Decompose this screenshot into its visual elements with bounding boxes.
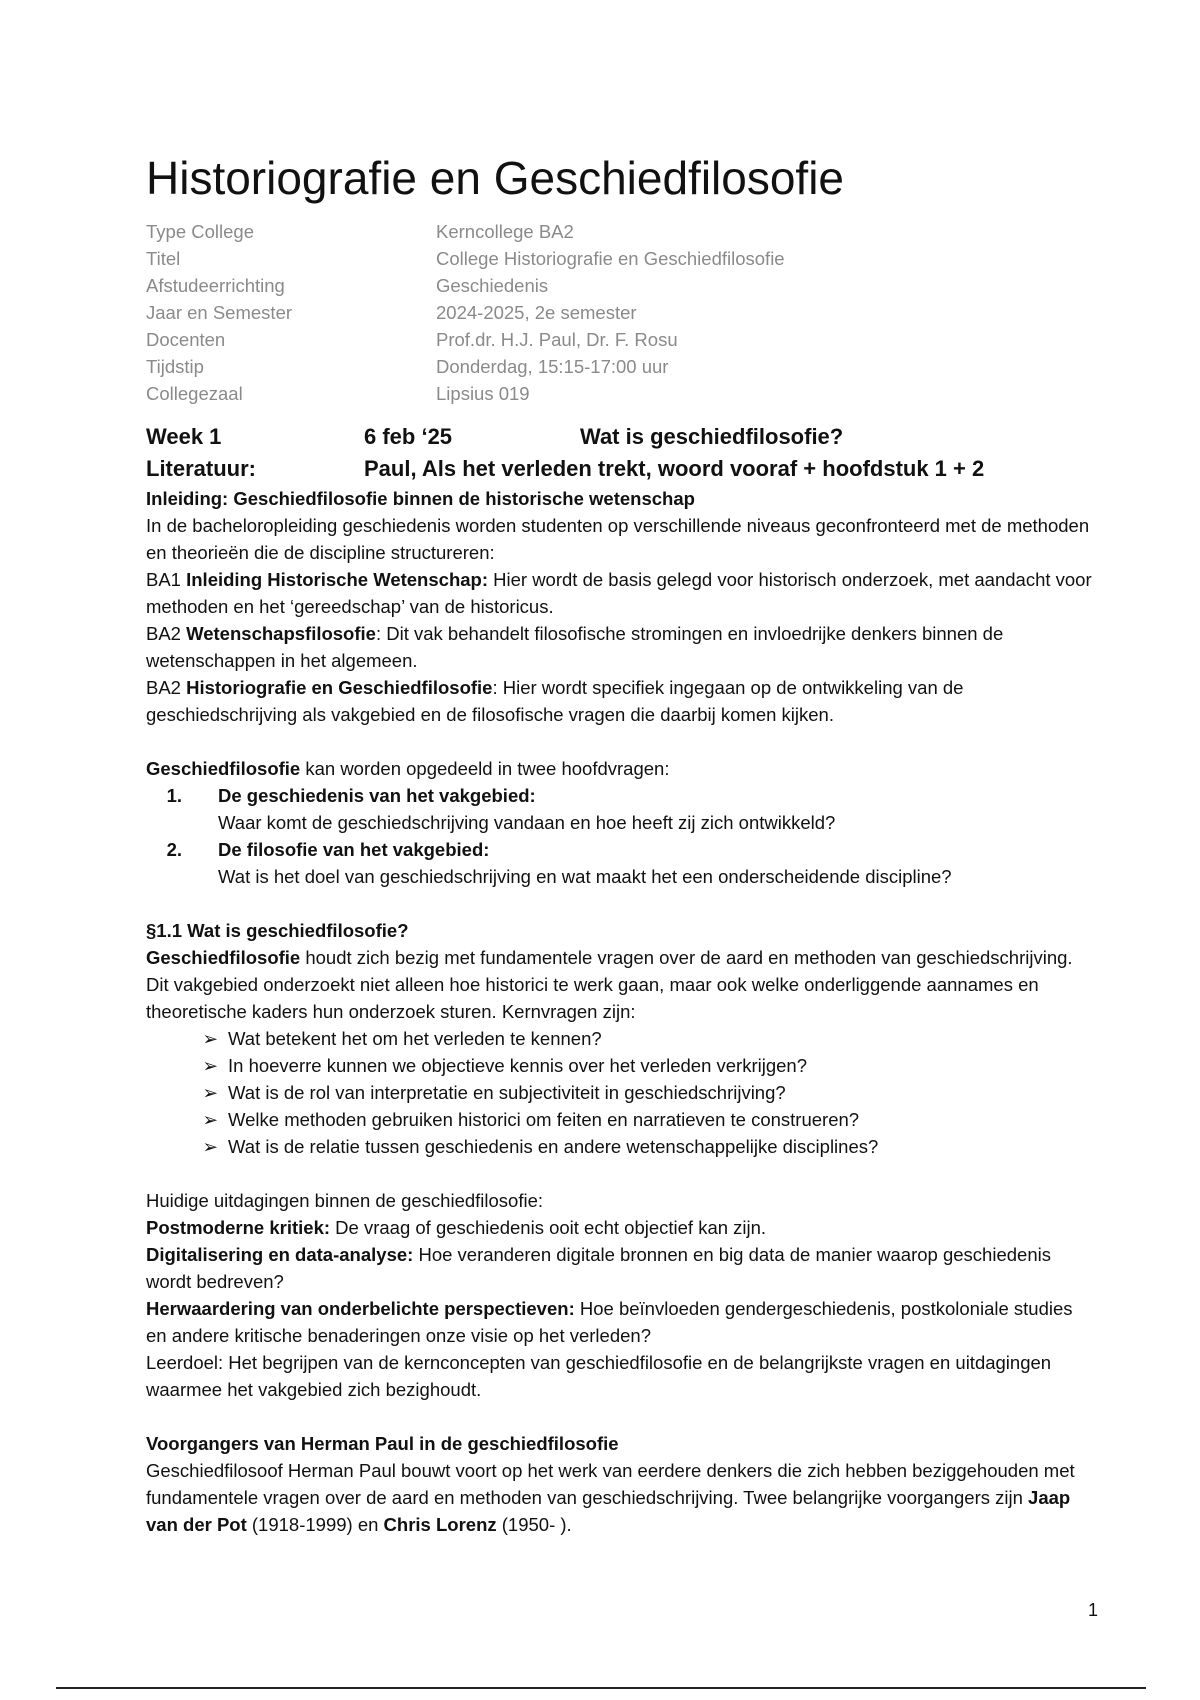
person-name: Chris Lorenz (383, 1514, 497, 1535)
person-years: (1918-1999) en (246, 1514, 384, 1535)
meta-value: Lipsius 019 (436, 383, 530, 404)
meta-label: Jaar en Semester (146, 302, 293, 323)
core-questions-list (146, 1025, 1096, 1160)
meta-row (146, 326, 1096, 353)
footer-divider (56, 1687, 1146, 1689)
meta-value: 2024-2025, 2e semester (436, 302, 637, 323)
course-text: : Hier wordt specifiek ingegaan op de ontwikkeling van de geschiedschrijving als vakgebied en de filosofische vragen die daarbij komen kijken. (146, 677, 964, 725)
challenge-text: Hoe beïnvloeden gendergeschiedenis, postkoloniale studies en andere kritische benaderingen onze visie op het verleden? (146, 1298, 1073, 1346)
literature-text: Paul, Als het verleden trekt, woord vooraf + hoofdstuk 1 + 2 (364, 456, 985, 481)
main-questions-lead (146, 755, 1096, 782)
course-line (146, 674, 1096, 728)
meta-label: Type College (146, 221, 254, 242)
meta-row (146, 380, 1096, 407)
document-body (146, 485, 1096, 1538)
person-name: Jaap van der Pot (146, 1487, 1071, 1535)
lead-text: kan worden opgedeeld in twee hoofdvragen: (300, 758, 670, 779)
arrow-bullet-icon: ➢ (202, 1136, 218, 1157)
intro-heading: Inleiding: Geschiedfilosofie binnen de historische wetenschap (146, 488, 695, 509)
predecessors-text: Geschiedfilosoof Herman Paul bouwt voort op het werk van eerdere denkers die zich hebben beziggehouden met fundamentele vragen over de aard en methoden van geschiedschrijving. Twee belangrijke voorgangers zijn (146, 1460, 1075, 1508)
meta-value: Donderdag, 15:15-17:00 uur (436, 356, 669, 377)
meta-value: Kerncollege BA2 (436, 221, 574, 242)
list-item-text: Waar komt de geschiedschrijving vandaan en hoe heeft zij zich ontwikkeld? (218, 812, 836, 833)
arrow-bullet-icon: ➢ (202, 1082, 218, 1103)
meta-label: Titel (146, 248, 181, 269)
course-name: Inleiding Historische Wetenschap: (186, 569, 488, 590)
list-item (146, 1106, 1096, 1133)
course-level: BA1 (146, 569, 187, 590)
meta-row (146, 299, 1096, 326)
list-number: 2. (166, 839, 182, 860)
literature-heading (146, 453, 1096, 485)
meta-label: Tijdstip (146, 356, 204, 377)
list-item-title: De filosofie van het vakgebied: (218, 839, 490, 860)
week-label: Week 1 (146, 424, 222, 449)
course-text: Hier wordt de basis gelegd voor historisch onderzoek, met aandacht voor methoden en het ‘gereedschap’ van de historicus. (146, 569, 1092, 617)
week-date: 6 feb ‘25 (364, 424, 453, 449)
list-item-title: De geschiedenis van het vakgebied: (218, 785, 536, 806)
document-title: Historiografie en Geschiedfilosofie (146, 152, 845, 204)
list-item (146, 836, 1096, 890)
learning-goal: Leerdoel: Het begrijpen van de kernconcepten van geschiedfilosofie en de belangrijkste vragen en uitdagingen waarmee het vakgebied zich bezighoudt. (146, 1352, 1052, 1400)
list-item (146, 782, 1096, 836)
challenge-text: Hoe veranderen digitale bronnen en big data de manier waarop geschiedenis wordt bedreven? (146, 1244, 1051, 1292)
challenge-item (146, 1295, 1096, 1349)
list-item-text: Wat betekent het om het verleden te kennen? (228, 1028, 602, 1049)
week-heading (146, 421, 1096, 453)
person-years: (1950- ). (496, 1514, 572, 1535)
course-line (146, 620, 1096, 674)
intro-paragraph: In de bacheloropleiding geschiedenis worden studenten op verschillende niveaus geconfronteerd met de methoden en theorieën die de discipline structureren: (146, 515, 1090, 563)
list-item-text: Wat is de rol van interpretatie en subjectiviteit in geschiedschrijving? (228, 1082, 786, 1103)
arrow-bullet-icon: ➢ (202, 1028, 218, 1049)
meta-row (146, 353, 1096, 380)
challenge-text: De vraag of geschiedenis ooit echt objectief kan zijn. (330, 1217, 767, 1238)
list-item-text: Wat is de relatie tussen geschiedenis en andere wetenschappelijke disciplines? (228, 1136, 879, 1157)
list-number: 1. (166, 785, 182, 806)
course-level: BA2 (146, 623, 187, 644)
challenge-item (146, 1241, 1096, 1295)
meta-label: Collegezaal (146, 383, 243, 404)
lead-bold: Geschiedfilosofie (146, 758, 301, 779)
meta-value: Prof.dr. H.J. Paul, Dr. F. Rosu (436, 329, 678, 350)
challenges-intro: Huidige uitdagingen binnen de geschiedfilosofie: (146, 1190, 544, 1211)
course-name: Wetenschapsfilosofie (186, 623, 376, 644)
section-paragraph (146, 944, 1096, 1025)
lead-bold: Geschiedfilosofie (146, 947, 301, 968)
list-item-text: Welke methoden gebruiken historici om feiten en narratieven te construeren? (228, 1109, 860, 1130)
arrow-bullet-icon: ➢ (202, 1055, 218, 1076)
list-item (146, 1133, 1096, 1160)
meta-label: Afstudeerrichting (146, 275, 285, 296)
meta-row (146, 218, 1096, 245)
challenge-item (146, 1214, 1096, 1241)
meta-row (146, 272, 1096, 299)
page-number: 1 (1088, 1600, 1099, 1620)
section-text: houdt zich bezig met fundamentele vragen over de aard en methoden van geschiedschrijving. Dit vakgebied onderzoekt niet alleen hoe historici te werk gaan, maar ook welke onderliggende aannames en theoretische kaders hun onderzoek sturen. Kernvragen zijn: (146, 947, 1073, 1022)
list-item (146, 1079, 1096, 1106)
predecessors-heading: Voorgangers van Herman Paul in de geschiedfilosofie (146, 1433, 619, 1454)
week-topic: Wat is geschiedfilosofie? (580, 424, 844, 449)
predecessors-paragraph (146, 1457, 1096, 1538)
list-item (146, 1025, 1096, 1052)
challenge-title: Herwaardering van onderbelichte perspectieven: (146, 1298, 575, 1319)
challenge-title: Postmoderne kritiek: (146, 1217, 331, 1238)
list-item (146, 1052, 1096, 1079)
challenge-title: Digitalisering en data-analyse: (146, 1244, 414, 1265)
list-item-text: Wat is het doel van geschiedschrijving en wat maakt het een onderscheidende discipline? (218, 866, 952, 887)
arrow-bullet-icon: ➢ (202, 1109, 218, 1130)
document-page (146, 150, 1096, 1538)
literature-label: Literatuur: (146, 456, 256, 481)
meta-value: Geschiedenis (436, 275, 549, 296)
course-line (146, 566, 1096, 620)
course-level: BA2 (146, 677, 187, 698)
main-questions-list (146, 782, 1096, 890)
meta-row (146, 245, 1096, 272)
meta-value: College Historiografie en Geschiedfilosofie (436, 248, 785, 269)
list-item-text: In hoeverre kunnen we objectieve kennis over het verleden verkrijgen? (228, 1055, 807, 1076)
meta-table (146, 218, 1096, 407)
section-heading: §1.1 Wat is geschiedfilosofie? (146, 920, 409, 941)
meta-label: Docenten (146, 329, 226, 350)
course-name: Historiografie en Geschiedfilosofie (186, 677, 493, 698)
course-text: : Dit vak behandelt filosofische stromingen en invloedrijke denkers binnen de wetenschappen in het algemeen. (146, 623, 1004, 671)
